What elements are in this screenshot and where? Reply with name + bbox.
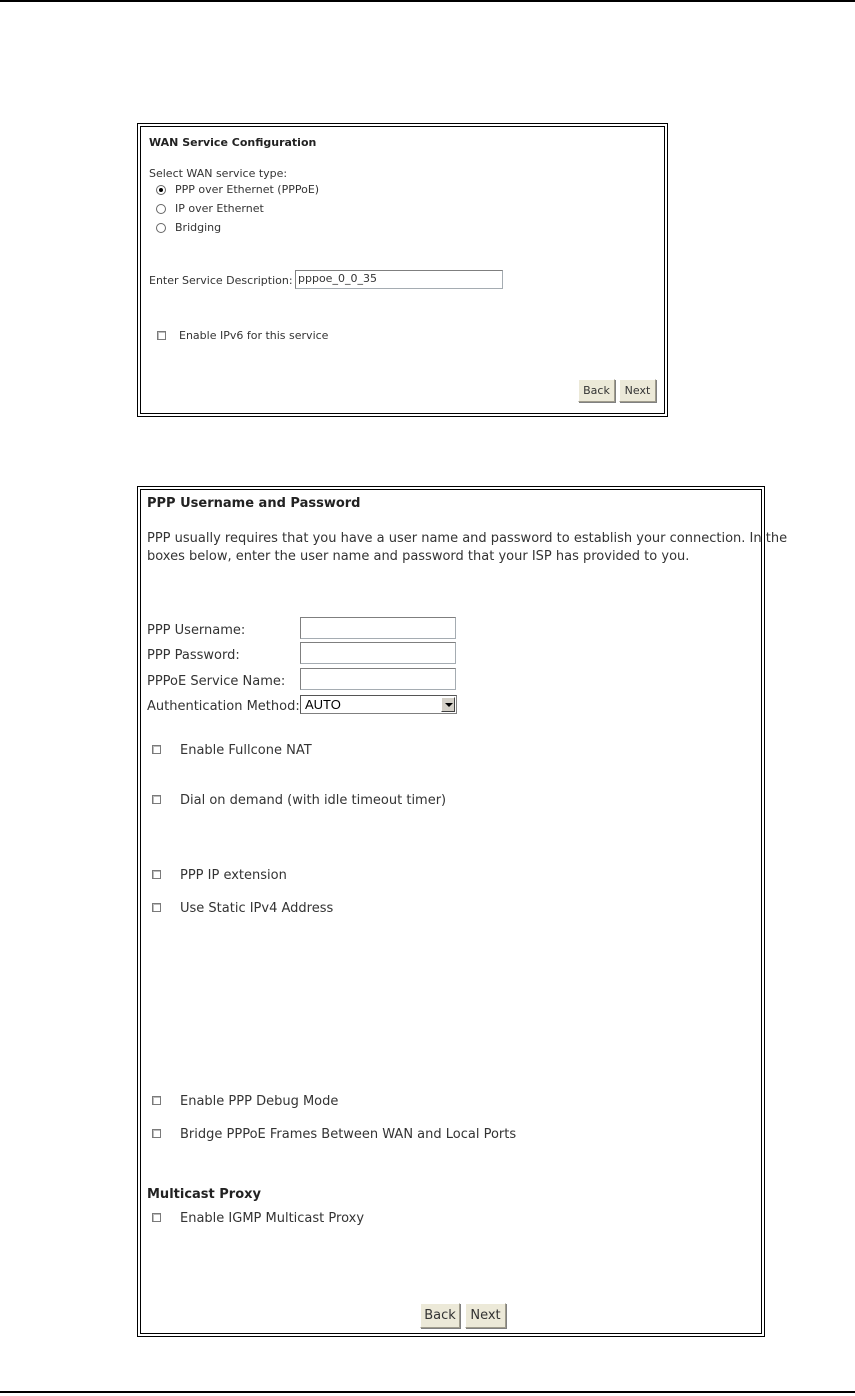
- service-description-label: Enter Service Description:: [149, 274, 293, 287]
- ppp-intro-line-2: boxes below, enter the user name and password that your ISP has provided to you.: [147, 549, 690, 564]
- radio-bridging[interactable]: [156, 223, 166, 233]
- bridge-pppoe-frames-checkbox[interactable]: [152, 1129, 161, 1138]
- radio-ipoe-label: IP over Ethernet: [175, 202, 264, 215]
- radio-ipoe[interactable]: [156, 204, 166, 214]
- ppp-debug-checkbox[interactable]: [152, 1096, 161, 1105]
- static-ipv4-checkbox[interactable]: [152, 903, 161, 912]
- igmp-proxy-label: Enable IGMP Multicast Proxy: [180, 1211, 365, 1226]
- ppp-credentials-panel: [137, 486, 788, 1337]
- select-service-type-label: Select WAN service type:: [149, 167, 288, 180]
- ppp-password-label: PPP Password:: [147, 648, 240, 663]
- ppp-ip-extension-label: PPP IP extension: [180, 868, 287, 883]
- igmp-proxy-checkbox[interactable]: [152, 1213, 161, 1222]
- fullcone-nat-checkbox[interactable]: [152, 745, 161, 754]
- ppp-back-button[interactable]: Back: [420, 1303, 460, 1328]
- authentication-method-value: AUTO: [305, 697, 341, 712]
- wan-next-button[interactable]: Next: [619, 379, 656, 402]
- bottom-rule: [0, 1391, 855, 1393]
- enable-ipv6-checkbox[interactable]: [157, 331, 166, 340]
- wan-back-button[interactable]: Back: [578, 379, 615, 402]
- bridge-pppoe-frames-label: Bridge PPPoE Frames Between WAN and Local Ports: [180, 1127, 517, 1142]
- multicast-proxy-heading: Multicast Proxy: [147, 1187, 262, 1202]
- top-rule: [0, 0, 855, 2]
- radio-pppoe-label: PPP over Ethernet (PPPoE): [175, 183, 320, 196]
- ppp-intro-line-1: PPP usually requires that you have a user name and password to establish your connection. In the: [147, 531, 788, 546]
- pppoe-service-name-label: PPPoE Service Name:: [147, 674, 286, 689]
- wan-service-panel: [137, 123, 668, 417]
- authentication-method-label: Authentication Method:: [147, 699, 300, 714]
- ppp-title: PPP Username and Password: [147, 496, 361, 511]
- fullcone-nat-label: Enable Fullcone NAT: [180, 743, 312, 758]
- ppp-password-input[interactable]: [300, 642, 456, 664]
- pppoe-service-name-input[interactable]: [300, 668, 456, 690]
- ppp-ip-extension-checkbox[interactable]: [152, 870, 161, 879]
- ppp-username-input[interactable]: [300, 617, 456, 639]
- service-description-input[interactable]: pppoe_0_0_35: [295, 270, 503, 289]
- radio-bridging-label: Bridging: [175, 221, 222, 234]
- radio-pppoe[interactable]: [156, 185, 166, 195]
- static-ipv4-label: Use Static IPv4 Address: [180, 901, 334, 916]
- chevron-down-icon[interactable]: [441, 697, 455, 712]
- ppp-next-button[interactable]: Next: [465, 1303, 506, 1328]
- ppp-debug-label: Enable PPP Debug Mode: [180, 1094, 339, 1109]
- wan-service-title: WAN Service Configuration: [149, 136, 317, 149]
- authentication-method-select[interactable]: [300, 695, 457, 714]
- dial-on-demand-checkbox[interactable]: [152, 795, 161, 804]
- enable-ipv6-label: Enable IPv6 for this service: [179, 329, 329, 342]
- ppp-username-label: PPP Username:: [147, 623, 246, 638]
- dial-on-demand-label: Dial on demand (with idle timeout timer): [180, 793, 447, 808]
